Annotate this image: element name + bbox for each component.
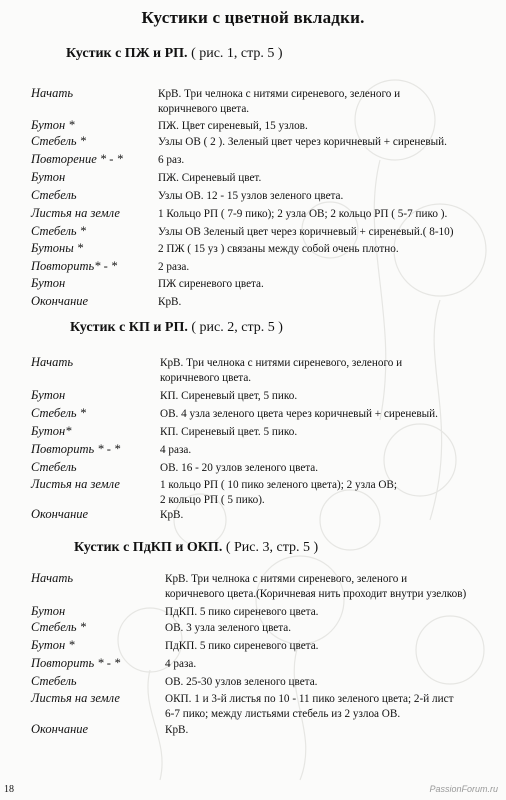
section-title-main: Кустик с КП и РП. bbox=[70, 320, 188, 335]
page-title: Кустики с цветной вкладки. bbox=[141, 8, 365, 27]
section-title-main: Кустик с ПЖ и РП. bbox=[66, 46, 188, 61]
watermark: PassionForum.ru bbox=[429, 784, 498, 794]
step-description bbox=[158, 135, 447, 150]
step-label: Начать bbox=[31, 571, 74, 585]
step-description-line: 2 кольцо РП ( 5 пико). bbox=[160, 493, 265, 506]
step-description bbox=[165, 605, 318, 620]
step-description-line: ПЖ сиреневого цвета. bbox=[158, 278, 264, 290]
step-description bbox=[158, 225, 453, 240]
step-label: Листья на земле bbox=[31, 477, 120, 491]
step-description-line: ОВ. 4 узла зеленого цвета через коричневый + сиреневый. bbox=[160, 408, 438, 420]
section-title-ref: ( рис. 1, стр. 5 ) bbox=[191, 46, 283, 61]
step-description bbox=[158, 242, 399, 257]
step-description-line: ПЖ. Сиреневый цвет. bbox=[158, 172, 262, 184]
step-description-line: Узлы ОВ ( 2 ). Зеленый цвет через коричневый + сиреневый. bbox=[158, 136, 447, 148]
step-label: Повторение * - * bbox=[31, 152, 123, 166]
step-description-line: ОВ. 25-30 узлов зеленого цвета. bbox=[165, 676, 318, 688]
step-description bbox=[160, 508, 183, 523]
step-description bbox=[160, 407, 438, 422]
step-label: Бутон * bbox=[31, 118, 75, 132]
step-description bbox=[160, 389, 297, 404]
step-label: Бутон bbox=[31, 276, 66, 290]
step-label: Бутон bbox=[31, 170, 66, 184]
step-description-line: 2 ПЖ ( 15 уз ) связаны между собой очень плотно. bbox=[158, 243, 399, 255]
step-description bbox=[160, 356, 402, 385]
step-description-line: ОВ. 16 - 20 узлов зеленого цвета. bbox=[160, 462, 319, 474]
step-label: Начать bbox=[31, 355, 74, 369]
step-label: Окончание bbox=[31, 722, 89, 736]
step-label: Стебель * bbox=[31, 406, 86, 420]
step-description-line: 4 раза. bbox=[165, 658, 197, 670]
step-description bbox=[160, 443, 191, 458]
step-label: Стебель * bbox=[31, 134, 86, 148]
step-description bbox=[165, 639, 318, 654]
step-description-line: коричневого цвета. bbox=[160, 371, 252, 384]
step-description bbox=[165, 675, 317, 690]
step-description-line: 2 раза. bbox=[158, 261, 190, 273]
step-description bbox=[165, 723, 188, 738]
step-description bbox=[158, 207, 447, 222]
step-label: Бутоны * bbox=[31, 241, 84, 255]
step-label: Листья на земле bbox=[31, 206, 120, 220]
step-description bbox=[165, 621, 291, 636]
step-description bbox=[158, 153, 184, 168]
step-label: Бутон * bbox=[31, 638, 75, 652]
step-description-line: ОВ. 3 узла зеленого цвета. bbox=[165, 622, 292, 634]
step-label: Бутон* bbox=[31, 424, 72, 438]
step-description bbox=[158, 171, 261, 186]
step-description bbox=[158, 119, 308, 134]
step-label: Стебель bbox=[31, 188, 77, 202]
section-title bbox=[66, 46, 283, 62]
step-description-line: КрВ. Три челнока с нитями сиреневого, зеленого и bbox=[158, 88, 401, 100]
step-description-line: КрВ. bbox=[160, 509, 184, 521]
step-description-line: КП. Сиреневый цвет, 5 пико. bbox=[160, 390, 298, 402]
step-description-line: Узлы ОВ. 12 - 15 узлов зеленого цвета. bbox=[158, 190, 344, 202]
step-description-line: 4 раза. bbox=[160, 444, 192, 456]
step-label: Повторить * - * bbox=[31, 442, 121, 456]
step-description bbox=[160, 425, 297, 440]
page-number: 18 bbox=[4, 784, 14, 795]
step-label: Стебель * bbox=[31, 620, 86, 634]
section-title-main: Кустик с ПдКП и ОКП. bbox=[74, 540, 223, 555]
step-description-line: ПдКП. 5 пико сиреневого цвета. bbox=[165, 640, 319, 652]
step-description-line: 1 Кольцо РП ( 7-9 пико); 2 узла ОВ; 2 кольцо РП ( 5-7 пико ). bbox=[158, 208, 448, 220]
step-label: Повторить* - * bbox=[31, 259, 118, 273]
step-description bbox=[165, 657, 196, 672]
step-description bbox=[160, 461, 318, 476]
step-label: Листья на земле bbox=[31, 691, 120, 705]
step-description bbox=[165, 692, 453, 721]
step-description-line: КрВ. bbox=[158, 296, 182, 308]
step-label: Бутон bbox=[31, 388, 66, 402]
section-title-ref: ( рис. 2, стр. 5 ) bbox=[191, 320, 283, 335]
step-description-line: 6-7 пико; между листьями стебель из 2 узлоа ОВ. bbox=[165, 707, 401, 720]
step-description bbox=[158, 277, 264, 292]
step-description bbox=[165, 572, 466, 601]
step-label: Стебель bbox=[31, 674, 77, 688]
step-description-line: КрВ. Три челнока с нитями сиреневого, зеленого и bbox=[160, 357, 403, 369]
step-label: Повторить * - * bbox=[31, 656, 121, 670]
step-description-line: ПдКП. 5 пико сиреневого цвета. bbox=[165, 606, 319, 618]
step-description bbox=[160, 478, 397, 507]
step-label: Начать bbox=[31, 86, 74, 100]
step-description-line: КрВ. Три челнока с нитями сиреневого, зеленого и bbox=[165, 573, 408, 585]
step-label: Бутон bbox=[31, 604, 66, 618]
step-label: Окончание bbox=[31, 294, 89, 308]
step-description bbox=[158, 260, 189, 275]
step-description bbox=[158, 189, 343, 204]
step-description-line: ПЖ. Цвет сиреневый, 15 узлов. bbox=[158, 120, 308, 132]
step-description bbox=[158, 295, 181, 310]
step-label: Стебель bbox=[31, 460, 77, 474]
step-description-line: коричневого цвета. bbox=[158, 102, 250, 115]
step-description bbox=[158, 87, 400, 116]
step-description-line: коричневого цвета.(Коричневая нить проходит внутри узелков) bbox=[165, 587, 467, 600]
step-description-line: КрВ. bbox=[165, 724, 189, 736]
step-description-line: КП. Сиреневый цвет. 5 пико. bbox=[160, 426, 298, 438]
step-label: Окончание bbox=[31, 507, 89, 521]
step-description-line: ОКП. 1 и 3-й листья по 10 - 11 пико зеленого цвета; 2-й лист bbox=[165, 693, 454, 705]
step-label: Стебель * bbox=[31, 224, 86, 238]
section-title bbox=[74, 540, 318, 556]
step-description-line: Узлы ОВ Зеленый цвет через коричневый + сиреневый.( 8-10) bbox=[158, 226, 454, 238]
section-title-ref: ( Рис. 3, стр. 5 ) bbox=[225, 540, 319, 555]
step-description-line: 1 кольцо РП ( 10 пико зеленого цвета); 2 узла ОВ; bbox=[160, 479, 398, 491]
section-title bbox=[70, 320, 283, 336]
step-description-line: 6 раз. bbox=[158, 154, 185, 166]
